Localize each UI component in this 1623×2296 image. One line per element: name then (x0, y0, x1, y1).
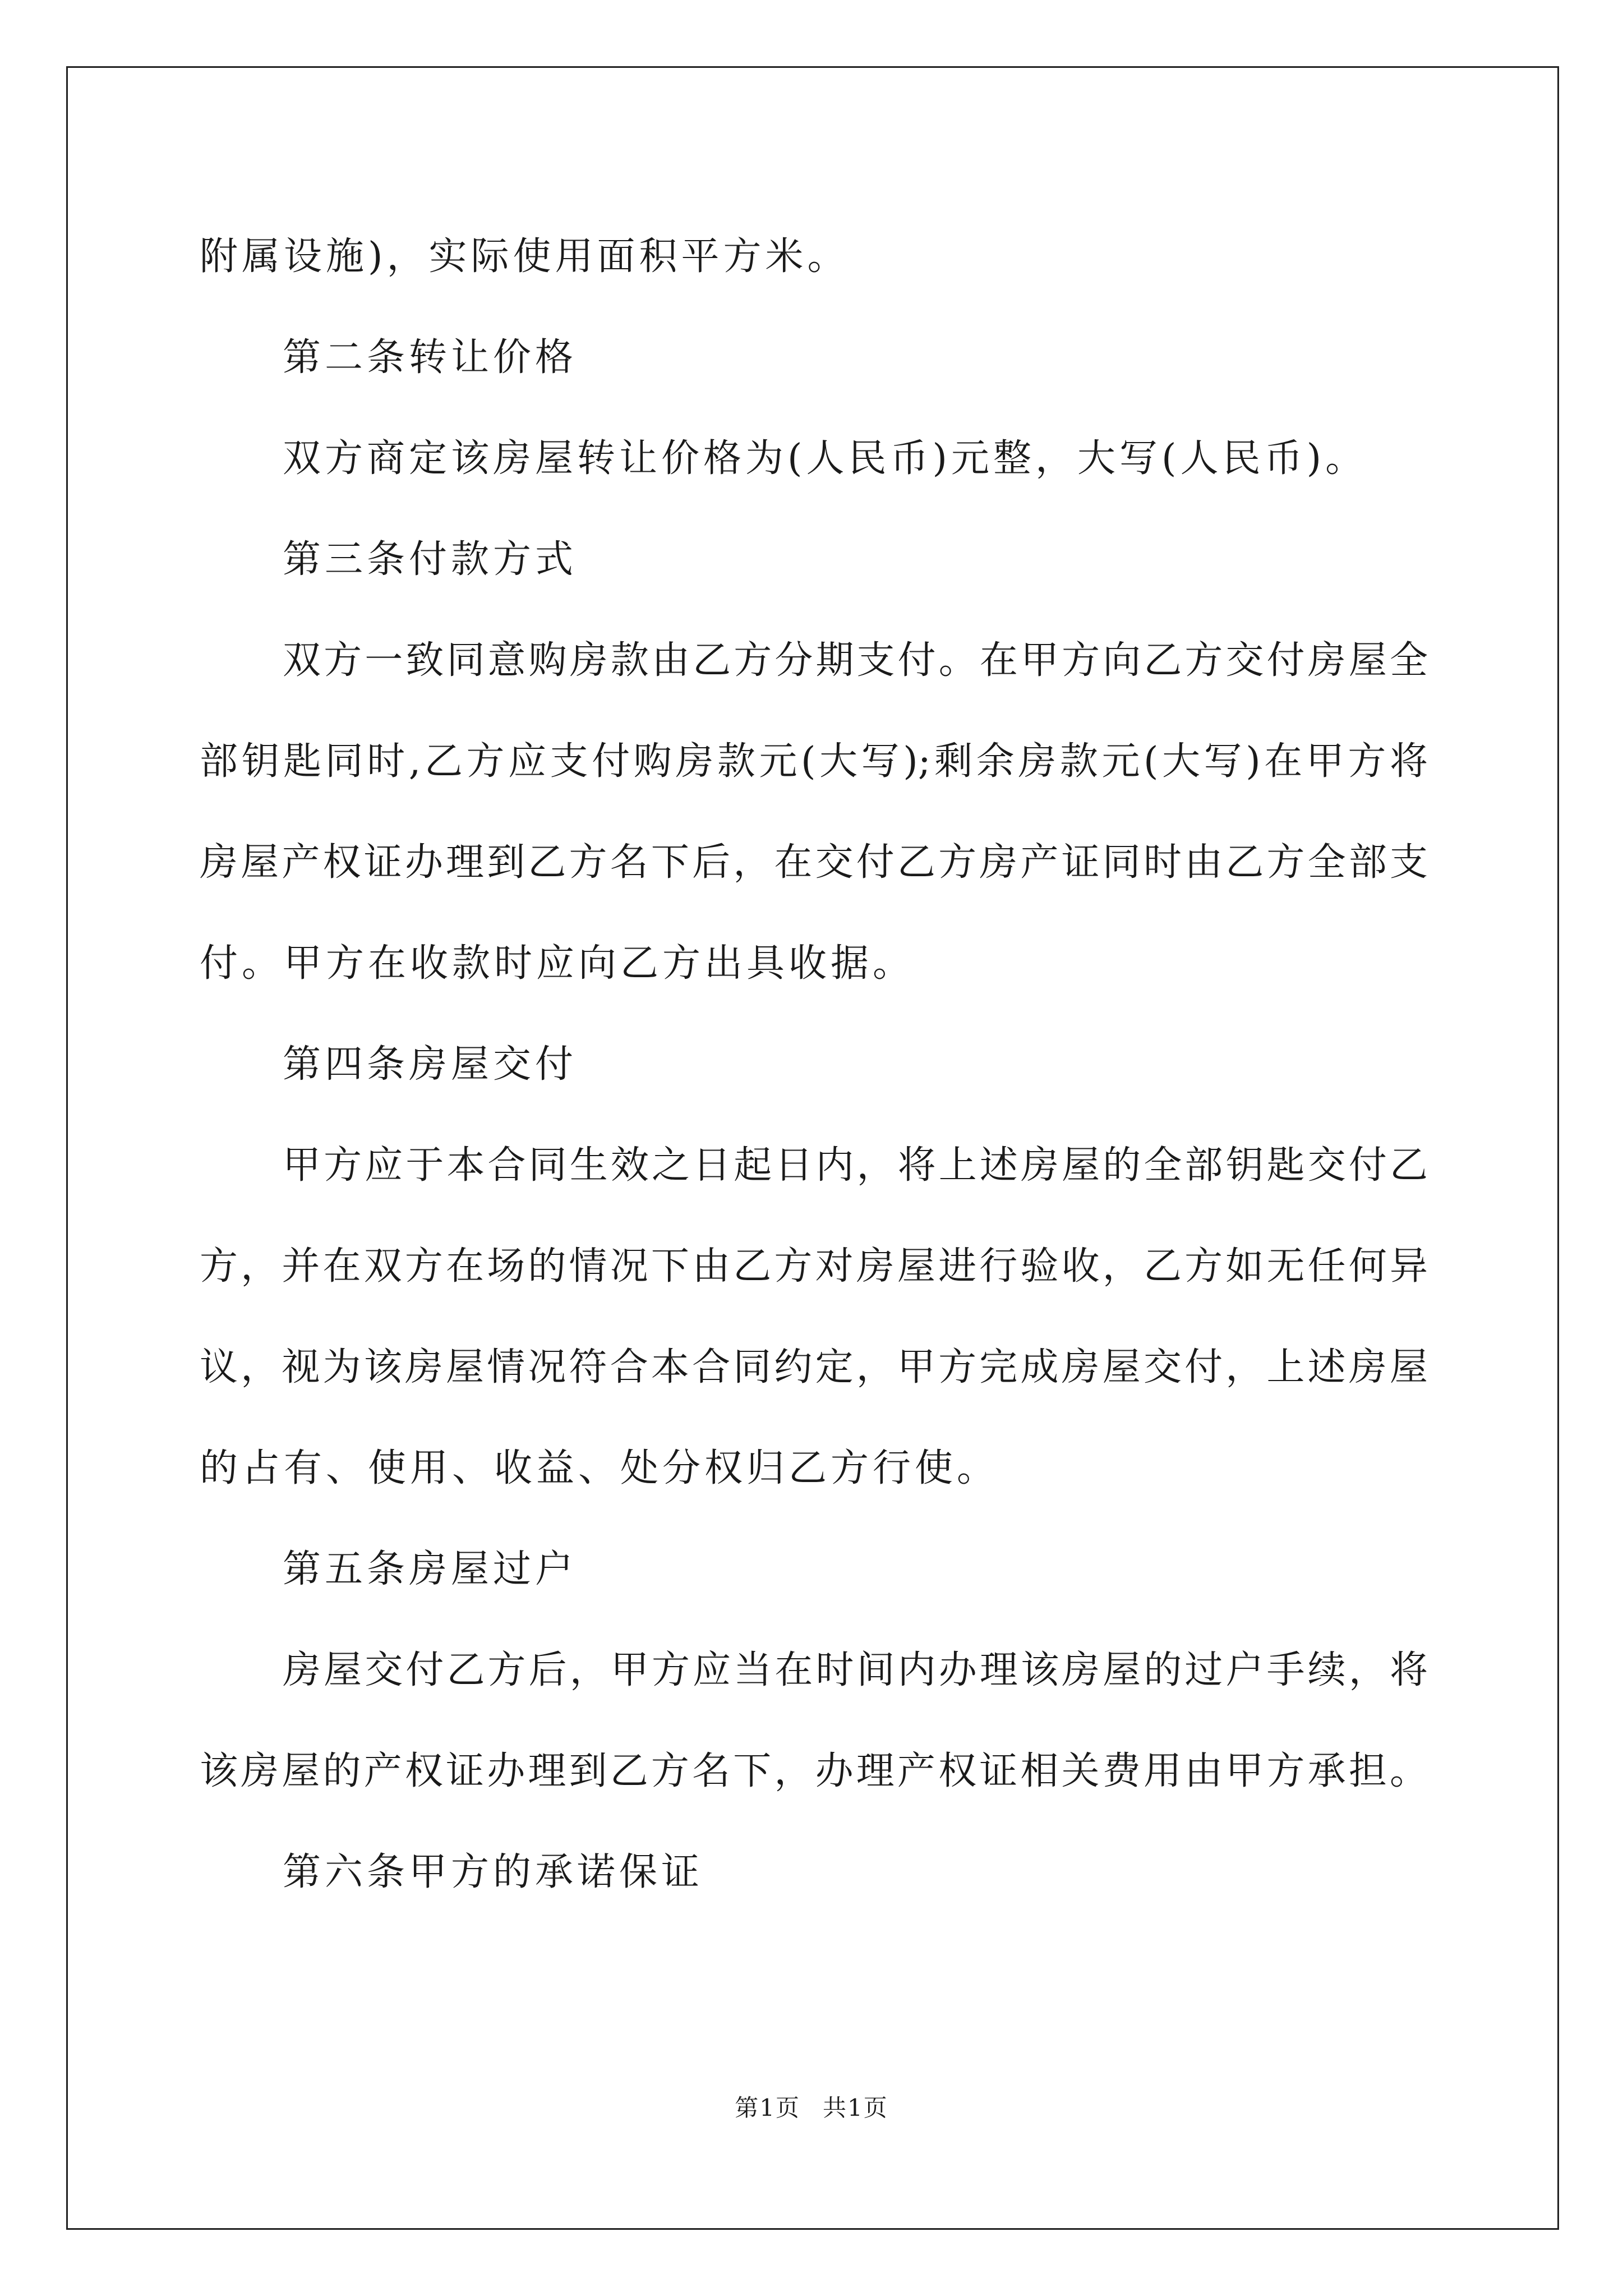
section-heading: 第二条转让价格 (283, 335, 578, 380)
page-count: 共1页 (823, 2094, 888, 2122)
text-line: 附属设施)，实际使用面积平方米。 (200, 234, 850, 279)
section-heading: 第五条房屋过户 (283, 1547, 578, 1591)
page-number: 第1页 (735, 2094, 800, 2122)
text-line: 方，并在双方在场的情况下由乙方对房屋进行验收，乙方如无任何异 (200, 1244, 1428, 1289)
text-line: 房屋产权证办理到乙方名下后，在交付乙方房产证同时由乙方全部支 (200, 840, 1428, 885)
text-line: 议，视为该房屋情况符合本合同约定，甲方完成房屋交付，上述房屋 (200, 1345, 1428, 1389)
text-line: 双方一致同意购房款由乙方分期支付。在甲方向乙方交付房屋全 (283, 638, 1428, 683)
text-line: 部钥匙同时,乙方应支付购房款元(大写);剩余房款元(大写)在甲方将 (200, 739, 1428, 784)
text-line: 该房屋的产权证办理到乙方名下，办理产权证相关费用由甲方承担。 (200, 1749, 1428, 1793)
text-line: 的占有、使用、收益、处分权归乙方行使。 (200, 1446, 999, 1490)
text-line: 甲方应于本合同生效之日起日内，将上述房屋的全部钥匙交付乙 (283, 1143, 1428, 1188)
text-line: 房屋交付乙方后，甲方应当在时间内办理该房屋的过户手续，将 (283, 1648, 1428, 1692)
section-heading: 第四条房屋交付 (283, 1042, 578, 1087)
text-line: 双方商定该房屋转让价格为(人民币)元整，大写(人民币)。 (283, 436, 1368, 481)
contract-body (200, 206, 1428, 1923)
section-heading: 第三条付款方式 (283, 537, 578, 582)
page-footer (0, 2091, 1623, 2125)
section-heading: 第六条甲方的承诺保证 (283, 1850, 704, 1894)
text-line: 付。甲方在收款时应向乙方出具收据。 (200, 941, 915, 986)
